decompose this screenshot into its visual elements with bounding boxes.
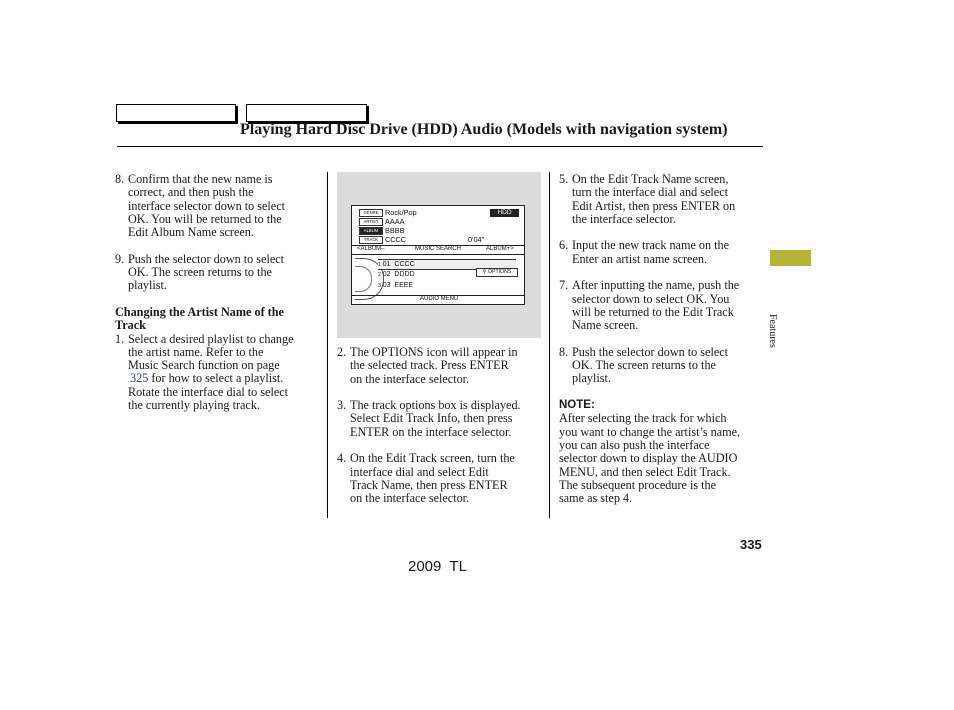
step-4: 4. On the Edit Track screen, turn the interface dial and select Edit Track Name, then press ENTER on the interface selector. — [337, 451, 515, 506]
step-9: 9. Push the selector down to select OK. The screen returns to the playlist. — [115, 251, 285, 293]
section-heading: Changing the Artist Name of the Track — [115, 304, 284, 333]
step-1: 1. Select a desired playlist to change the artist name. Refer to the Music Search function on page 325 for how to select a playlist. Rotate the interface dial to select the currently playing track. — [115, 331, 294, 413]
artist-value: AAAA — [385, 217, 405, 226]
model-label: 2009 TL — [408, 558, 467, 575]
nav-box-index[interactable] — [246, 104, 367, 122]
hdd-playlist-screen — [351, 205, 525, 305]
track-row-1[interactable]: 1 01 CCCC — [378, 259, 516, 270]
music-search-button[interactable]: MUSIC SEARCH — [415, 246, 462, 252]
artist-tag: ARTIST — [359, 218, 383, 226]
screen-figure — [337, 172, 541, 338]
page-325-link[interactable]: 325 — [130, 371, 149, 386]
step-2: 2. The OPTIONS icon will appear in the selected track. Press ENTER on the interface selector. — [337, 345, 518, 386]
options-icon: ⚲ — [482, 269, 487, 275]
hdd-badge: HDD — [490, 209, 519, 217]
step-8-col3: 8. Push the selector down to select OK. The screen returns to the playlist. — [559, 344, 729, 386]
step-7: 7. After inputting the name, push the selector down to select OK. You will be returned to the Edit Track Name screen. — [559, 278, 740, 333]
column-2 — [337, 346, 545, 506]
options-button[interactable]: ⚲ OPTIONS — [476, 268, 518, 277]
album-prev-button[interactable]: <ALBUM– — [357, 246, 385, 252]
album-value: BBBB — [385, 226, 405, 235]
column-3 — [559, 173, 765, 505]
note-text: After selecting the track for which you want to change the artist’s name, you can also push the interface selector down to display the AUDIO MENU, and then select Edit Track. The subsequent procedure is the same as step 4. — [559, 411, 741, 506]
nav-box-back[interactable] — [116, 104, 236, 122]
album-tag: ALBUM — [359, 227, 383, 235]
track-row-3[interactable]: 3 03 EEEE — [378, 282, 414, 289]
side-section-label: Features — [767, 314, 778, 348]
genre-value: Rock/Pop — [385, 208, 417, 217]
track-value: CCCC — [385, 235, 407, 244]
column-divider-1 — [327, 172, 328, 518]
genre-tag: GENRE — [359, 209, 383, 217]
step-3: 3. The track options box is displayed. Select Edit Track Info, then press ENTER on the interface selector. — [337, 398, 521, 439]
column-1 — [115, 173, 320, 412]
step-8: 8. Confirm that the new name is correct, and then push the interface selector down to select OK. You will be returned to the Edit Album Name screen. — [115, 172, 286, 240]
step-6: 6. Input the new track name on the Enter an artist name screen. — [559, 238, 730, 266]
album-next-button[interactable]: ALBUM+> — [486, 246, 514, 252]
title-rule — [117, 146, 763, 147]
column-divider-2 — [549, 172, 550, 518]
note-label: NOTE: — [559, 399, 595, 412]
features-section-tab[interactable] — [770, 250, 811, 266]
step-5: 5. On the Edit Track Name screen, turn the interface dial and select Edit Artist, then press ENTER on the interface selector. — [559, 172, 736, 226]
track-row-2[interactable]: 2 02 DDDD — [378, 271, 415, 278]
page-number: 335 — [740, 537, 762, 552]
page-title: Playing Hard Disc Drive (HDD) Audio (Models with navigation system) — [240, 121, 728, 138]
time-display: 0'04" — [468, 235, 485, 244]
audio-menu-button[interactable]: AUDIO MENU — [420, 296, 459, 302]
track-tag: TRACK — [359, 236, 383, 244]
